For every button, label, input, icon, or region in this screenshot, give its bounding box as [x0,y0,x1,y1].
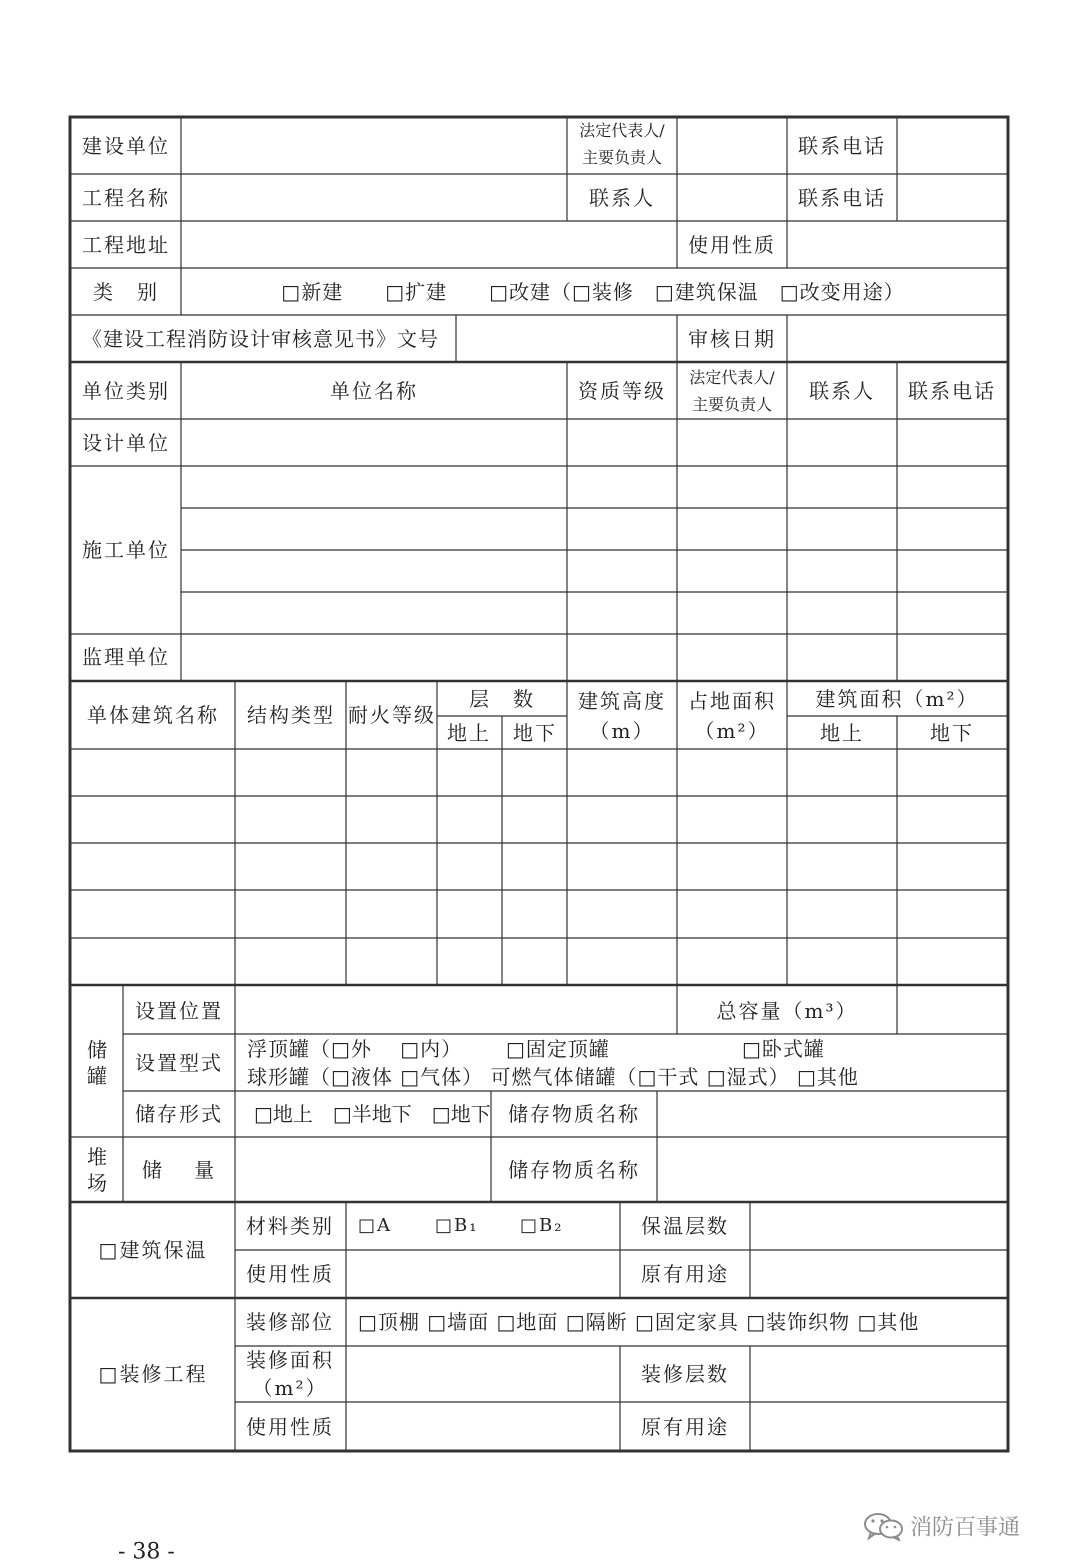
material-option-b2[interactable]: □B₂ [520,1215,564,1236]
hdr-floors: 层 数 [469,687,535,711]
label-decoration-area-unit: （m²） [252,1376,328,1400]
hdr-floors-above: 地上 [447,721,491,745]
label-review-date: 审核日期 [688,327,776,351]
storage-form-options[interactable]: □地上 □半地下 □地下 [254,1102,491,1126]
label-storage-form: 储存形式 [135,1102,223,1126]
material-option-b1[interactable]: □B₁ [435,1215,479,1236]
hdr-legal-rep-line2: 主要负责人 [691,395,773,414]
label-decoration-layers: 装修层数 [641,1362,729,1386]
hdr-building-height-unit: （m） [589,719,655,743]
label-project-name: 工程名称 [82,186,170,210]
label-total-capacity: 总容量（m³） [716,999,858,1023]
hdr-qualification-grade: 资质等级 [578,379,666,403]
label-material-class: 材料类别 [246,1214,334,1238]
hdr-fire-rating: 耐火等级 [348,703,436,727]
label-design-unit: 设计单位 [82,431,170,455]
form-options-floating-roof[interactable]: 浮顶罐（□外 □内） [247,1037,463,1061]
group-storage-yard: 堆场 [87,1145,107,1195]
label-stored-material-2: 储存物质名称 [508,1158,640,1182]
group-storage-tank: 储罐 [87,1038,107,1088]
label-supervision-unit: 监理单位 [82,645,170,669]
decoration-part-options[interactable]: □顶棚 □墙面 □地面 □隔断 □固定家具 □装饰织物 □其他 [358,1310,920,1334]
label-phone: 联系电话 [798,134,886,158]
label-storage-quantity: 储 量 [141,1158,217,1182]
insulation-checkbox-title[interactable]: □建筑保温 [98,1238,208,1262]
hdr-unit-name: 单位名称 [330,379,418,403]
label-install-location: 设置位置 [135,999,223,1023]
hdr-phone: 联系电话 [908,379,996,403]
hdr-floors-below: 地下 [513,721,557,745]
hdr-footprint-area-unit: （m²） [694,719,770,743]
label-decoration-original-use: 原有用途 [641,1415,729,1439]
label-stored-material: 储存物质名称 [508,1102,640,1126]
label-construction-unit: 施工单位 [82,538,170,562]
label-decoration-area: 装修面积 [246,1348,334,1372]
form-options-horizontal[interactable]: □卧式罐 [742,1037,825,1061]
material-option-a[interactable]: □A [358,1215,393,1236]
decoration-checkbox-title[interactable]: □装修工程 [98,1362,208,1386]
label-build-unit: 建设单位 [82,134,170,158]
label-insulation-layers: 保温层数 [641,1214,729,1238]
label-usage-nature: 使用性质 [688,233,776,257]
label-legal-rep-line2: 主要负责人 [581,148,663,167]
hdr-unit-type: 单位类别 [82,379,170,403]
label-category: 类 别 [93,280,159,304]
label-review-doc-number: 《建设工程消防设计审核意见书》文号 [82,327,439,351]
hdr-structure-type: 结构类型 [247,703,335,727]
page-number: - 38 - [118,1539,175,1565]
label-phone-2: 联系电话 [798,186,886,210]
hdr-area-below: 地下 [930,721,974,745]
label-insulation-usage: 使用性质 [246,1262,334,1286]
hdr-contact: 联系人 [809,379,875,403]
form-options-spherical-gas[interactable]: 球形罐（□液体 □气体） 可燃气体储罐（□干式 □湿式） □其他 [247,1065,859,1089]
watermark-text: 消防百事通 [910,1515,1021,1541]
form-options-fixed-roof[interactable]: □固定顶罐 [506,1037,610,1061]
label-legal-rep-line1: 法定代表人/ [579,121,665,140]
hdr-legal-rep-line1: 法定代表人/ [689,368,775,387]
label-install-form: 设置型式 [135,1051,223,1075]
hdr-building-area: 建筑面积（m²） [815,687,979,711]
hdr-building-height: 建筑高度 [578,689,666,713]
label-contact: 联系人 [589,186,655,210]
label-project-address: 工程地址 [82,233,170,257]
wechat-icon [862,1511,906,1541]
label-decoration-usage: 使用性质 [246,1415,334,1439]
hdr-area-above: 地上 [820,721,864,745]
hdr-footprint-area: 占地面积 [688,689,776,713]
label-decoration-part: 装修部位 [246,1310,334,1334]
hdr-building-name: 单体建筑名称 [87,703,219,727]
label-insulation-original-use: 原有用途 [641,1262,729,1286]
category-options[interactable]: □新建 □扩建 □改建（□装修 □建筑保温 □改变用途） [281,280,905,304]
